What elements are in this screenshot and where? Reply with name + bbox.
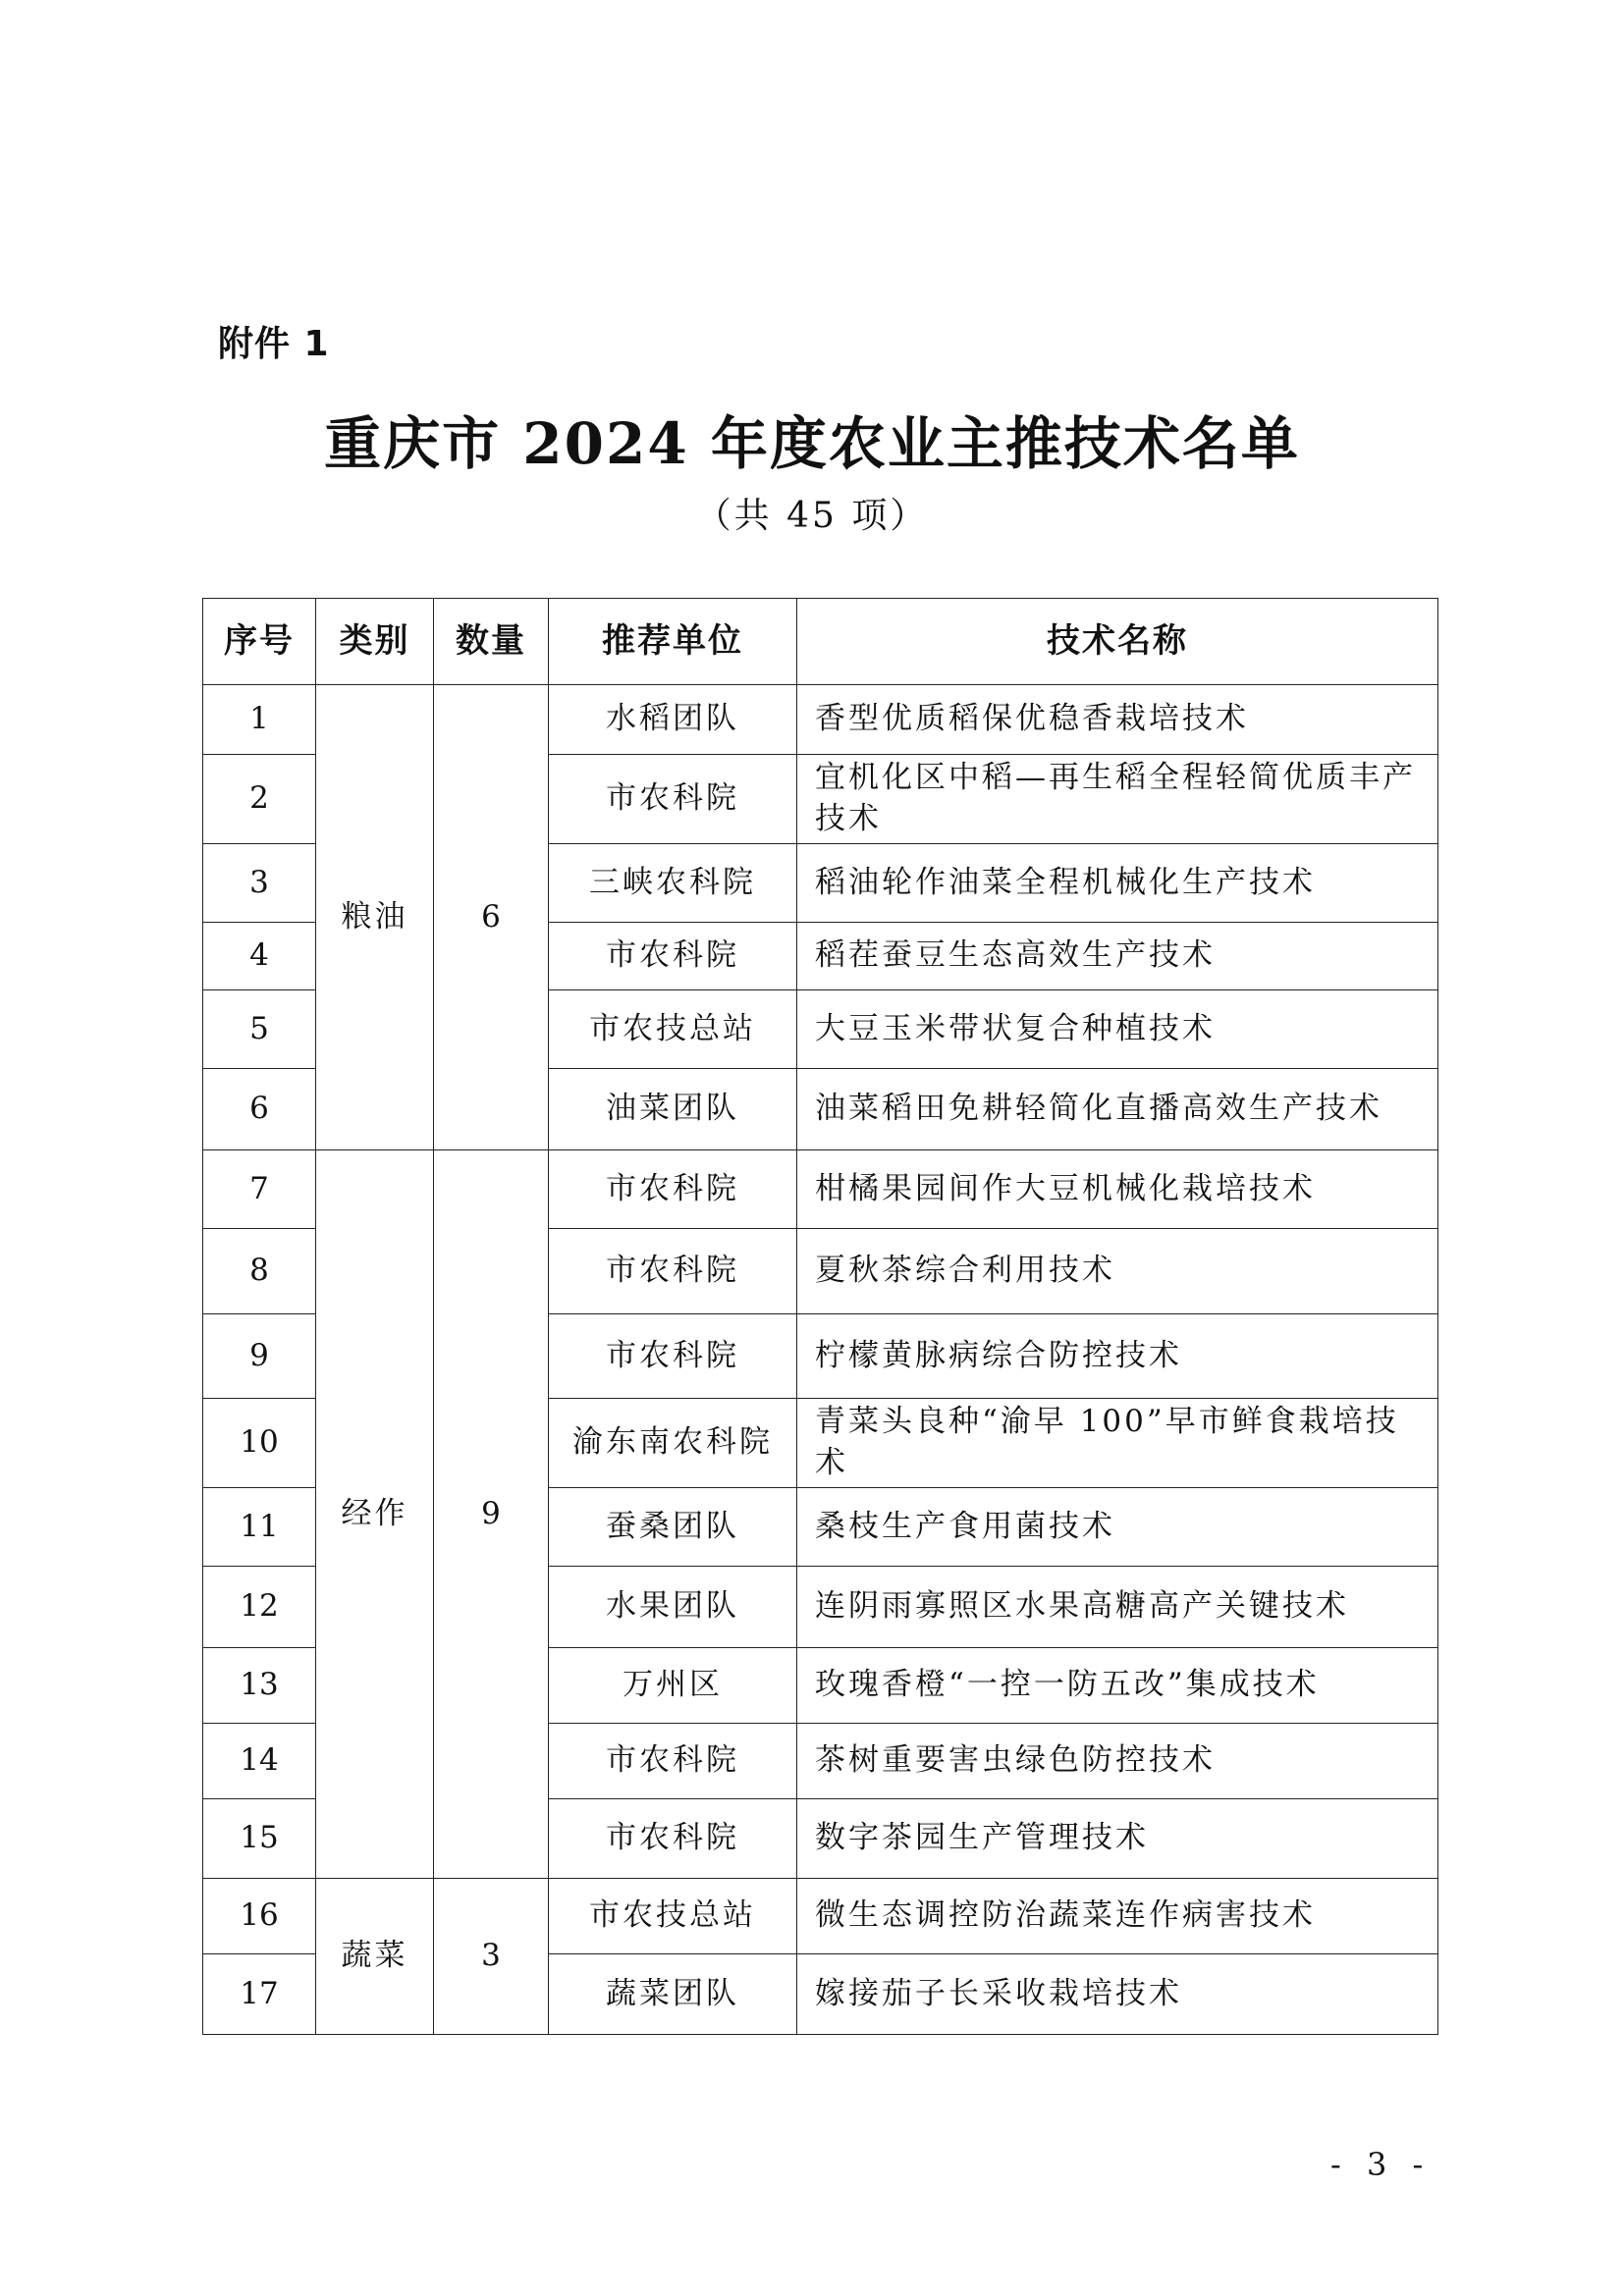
count-cell: 3 <box>434 1879 549 2035</box>
row-no: 12 <box>203 1567 316 1648</box>
row-no: 6 <box>203 1069 316 1150</box>
tech-cell: 嫁接茄子长采收栽培技术 <box>797 1954 1438 2035</box>
unit-cell: 市农技总站 <box>549 990 797 1069</box>
row-no: 9 <box>203 1314 316 1399</box>
unit-cell: 市农科院 <box>549 1229 797 1314</box>
row-no: 3 <box>203 844 316 923</box>
category-cell: 粮油 <box>316 685 434 1150</box>
tech-list-table <box>202 598 1438 2035</box>
unit-cell: 万州区 <box>549 1648 797 1724</box>
row-no: 10 <box>203 1399 316 1488</box>
row-no: 1 <box>203 685 316 755</box>
attachment-label: 附件 1 <box>218 324 330 364</box>
row-no: 14 <box>203 1724 316 1799</box>
count-cell: 6 <box>434 685 549 1150</box>
unit-cell: 市农科院 <box>549 755 797 844</box>
tech-cell: 柠檬黄脉病综合防控技术 <box>797 1314 1438 1399</box>
row-no: 8 <box>203 1229 316 1314</box>
tech-cell: 桑枝生产食用菌技术 <box>797 1488 1438 1567</box>
page-number: - 3 - <box>1330 2146 1432 2183</box>
row-no: 17 <box>203 1954 316 2035</box>
tech-cell: 微生态调控防治蔬菜连作病害技术 <box>797 1879 1438 1954</box>
table-header-row <box>203 599 1438 685</box>
unit-cell: 市农科院 <box>549 1799 797 1879</box>
table-row <box>203 1150 1438 1229</box>
table-row <box>203 1879 1438 1954</box>
col-header-category: 类别 <box>316 599 434 685</box>
tech-cell: 数字茶园生产管理技术 <box>797 1799 1438 1879</box>
unit-cell: 油菜团队 <box>549 1069 797 1150</box>
col-header-no: 序号 <box>203 599 316 685</box>
unit-cell: 市农科院 <box>549 1724 797 1799</box>
unit-cell: 三峡农科院 <box>549 844 797 923</box>
tech-cell: 柑橘果园间作大豆机械化栽培技术 <box>797 1150 1438 1229</box>
document-subtitle: （共 45 项） <box>695 496 929 536</box>
tech-cell: 玫瑰香橙“一控一防五改”集成技术 <box>797 1648 1438 1724</box>
category-cell: 蔬菜 <box>316 1879 434 2035</box>
row-no: 11 <box>203 1488 316 1567</box>
tech-cell: 茶树重要害虫绿色防控技术 <box>797 1724 1438 1799</box>
table-row <box>203 685 1438 755</box>
row-no: 4 <box>203 923 316 990</box>
unit-cell: 水果团队 <box>549 1567 797 1648</box>
unit-cell: 市农科院 <box>549 923 797 990</box>
unit-cell: 蚕桑团队 <box>549 1488 797 1567</box>
unit-cell: 渝东南农科院 <box>549 1399 797 1488</box>
tech-cell: 夏秋茶综合利用技术 <box>797 1229 1438 1314</box>
row-no: 15 <box>203 1799 316 1879</box>
tech-cell: 宜机化区中稻—再生稻全程轻简优质丰产技术 <box>797 755 1438 844</box>
tech-cell: 大豆玉米带状复合种植技术 <box>797 990 1438 1069</box>
row-no: 7 <box>203 1150 316 1229</box>
tech-cell: 稻茬蚕豆生态高效生产技术 <box>797 923 1438 990</box>
document-title: 重庆市 2024 年度农业主推技术名单 <box>324 410 1300 477</box>
col-header-unit: 推荐单位 <box>549 599 797 685</box>
unit-cell: 市农科院 <box>549 1150 797 1229</box>
tech-cell: 香型优质稻保优稳香栽培技术 <box>797 685 1438 755</box>
tech-cell: 连阴雨寡照区水果高糖高产关键技术 <box>797 1567 1438 1648</box>
tech-cell: 油菜稻田免耕轻简化直播高效生产技术 <box>797 1069 1438 1150</box>
row-no: 5 <box>203 990 316 1069</box>
row-no: 16 <box>203 1879 316 1954</box>
unit-cell: 水稻团队 <box>549 685 797 755</box>
unit-cell: 蔬菜团队 <box>549 1954 797 2035</box>
row-no: 2 <box>203 755 316 844</box>
col-header-tech: 技术名称 <box>797 599 1438 685</box>
unit-cell: 市农技总站 <box>549 1879 797 1954</box>
category-cell: 经作 <box>316 1150 434 1879</box>
count-cell: 9 <box>434 1150 549 1879</box>
col-header-count: 数量 <box>434 599 549 685</box>
tech-cell: 稻油轮作油菜全程机械化生产技术 <box>797 844 1438 923</box>
unit-cell: 市农科院 <box>549 1314 797 1399</box>
tech-cell: 青菜头良种“渝早 100”早市鲜食栽培技术 <box>797 1399 1438 1488</box>
row-no: 13 <box>203 1648 316 1724</box>
